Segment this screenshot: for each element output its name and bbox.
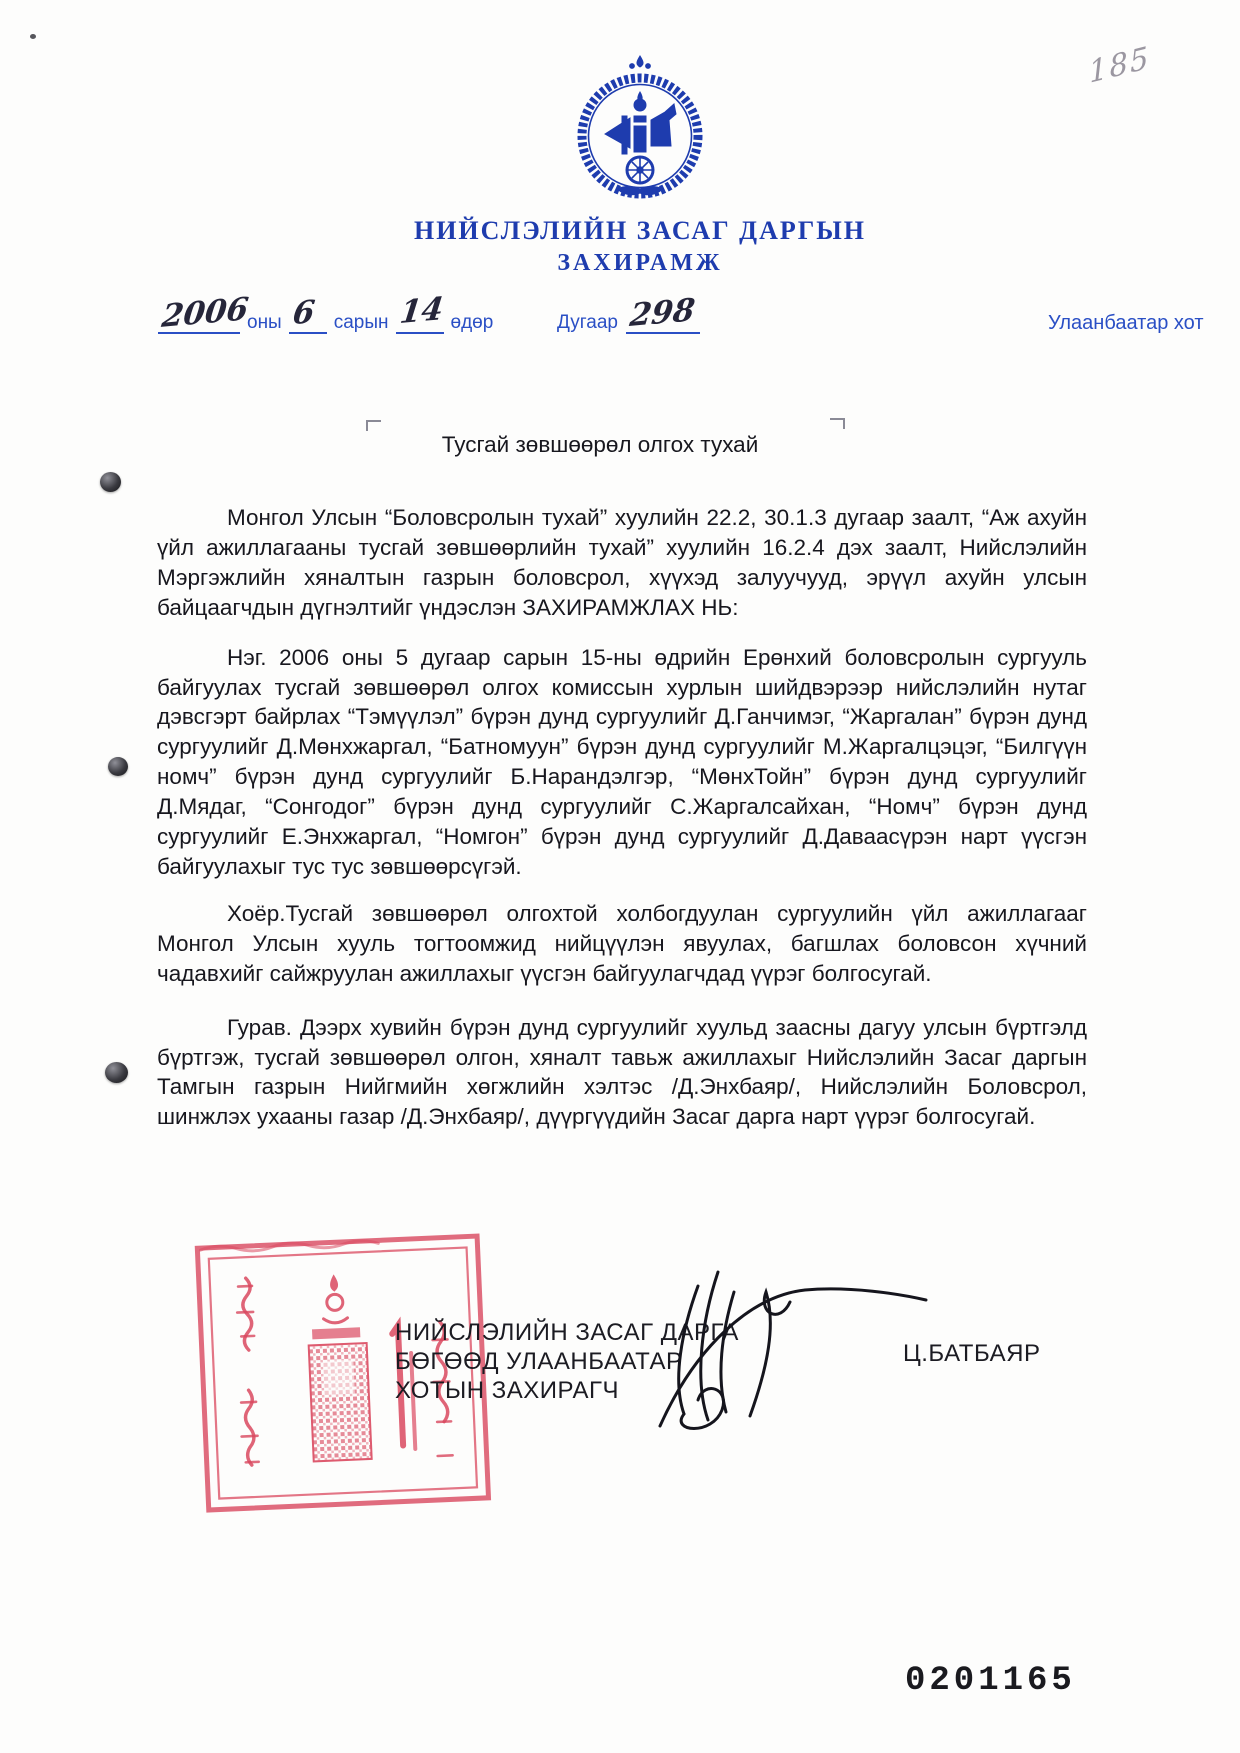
doc-number-label: Дугаар <box>557 312 618 333</box>
body-paragraph: Монгол Улсын “Боловсролын тухай” хуулийн 22.2, 30.1.3 дугаар заалт, “Аж ахуйн үйл ажиллагааны тусгай зөвшөөрлийн тухай” хуулийн 16.2.4 дэх заалт, Нийслэлийн Мэргэжлийн хяналтын газрын боловсрол, хүүхэд залуучууд, эрүүл ахуйн улсын байцаагчдын дүгнэлтийг үндэслэн ЗАХИРАМЖЛАХ НЬ: <box>157 505 1087 620</box>
org-subtitle: ЗАХИРАМЖ <box>557 250 723 276</box>
org-header <box>300 216 980 277</box>
date-day-label: өдөр <box>450 312 494 333</box>
signature-scribble-icon <box>600 1258 930 1438</box>
body-paragraph: Нэг. 2006 оны 5 дугаар сарын 15-ны өдрийн Ерөнхий боловсролын сургууль байгуулах тусгай зөвшөөрөл олгох комиссын хурлын шийдвэрээр нийслэлийн нутаг дэвсгэрт байрлах “Тэмүүлэл” бүрэн дунд сургуулийг Д.Ганчимэг, “Жаргалан” бүрэн дунд сургуулийг Д.Мөнхжаргал, “Батномуун” бүрэн дунд сургуулийг М.Жаргалцэцэг, “Билгүүн номч” бүрэн дунд сургуулийг Б.Нарандэлгэр, “МөнхТойн” бүрэн дунд сургуулийг Д.Мядаг, “Сонгодог” бүрэн дунд сургуулийг С.Жаргалсайхан, “Номч” бүрэн дунд сургуулийг Е.Энхжаргал, “Номгон” бүрэн дунд сургуулийг Д.Даваасүрэн нарт үүсгэн байгуулахыг тус тус зөвшөөрсүгэй. <box>157 644 1087 879</box>
binder-dot <box>105 1062 128 1083</box>
document-title: Тусгай зөвшөөрөл олгох тухай <box>441 432 759 457</box>
date-day-blank <box>396 290 445 334</box>
signature-title-line1: НИЙСЛЭЛИЙН ЗАСАГ ДАРГА <box>395 1319 739 1346</box>
city-label: Улаанбаатар хот <box>1048 312 1204 334</box>
title-bracket-left <box>366 420 381 431</box>
signer-name: Ц.БАТБАЯР <box>903 1340 1041 1367</box>
date-year-value: 2006 <box>159 290 251 336</box>
body-paragraph: Хоёр.Тусгай зөвшөөрөл олгохтой холбогдуулан сургуулийн үйл ажиллагааг Монгол Улсын хууль тогтоомжид нийцүүлэн явуулах, багшлах боловсон хүчний чадавхийг сайжруулан ажиллахыг үүсгэн байгуулагчдад үүрэг болгосугай. <box>157 900 1087 986</box>
doc-number-group <box>557 291 700 335</box>
title-bracket-right <box>830 418 845 429</box>
date-group <box>158 290 494 336</box>
signature-title-line2: БӨГӨӨД УЛААНБААТАР <box>395 1348 683 1375</box>
doc-number-blank <box>626 291 700 335</box>
binder-dot <box>100 472 121 492</box>
body-paragraph: Гурав. Дээрх хувийн бүрэн дунд сургуулийг хуульд заасны дагуу улсын бүртгэлд бүртгэж, тусгай зөвшөөрөл олгон, хяналт тавьж ажиллахыг Нийслэлийн Засаг даргын Тамгын газрын Нийгмийн хөгжлийн хэлтэс /Д.Энхбаяр/, Нийслэлийн Боловсрол, шинжлэх ухааны газар /Д.Энхбаяр/, дүүргүүдийн Засаг дарга нарт үүрэг болгосугай. <box>157 1014 1087 1130</box>
state-emblem-icon <box>577 54 703 206</box>
date-month-label: сарын <box>333 312 389 333</box>
document-body <box>157 503 1087 1132</box>
date-year-blank <box>158 290 251 336</box>
scan-speck <box>30 34 36 39</box>
date-month-value: 6 <box>290 293 317 333</box>
date-year-label: оны <box>247 312 282 333</box>
org-title: НИЙСЛЭЛИЙН ЗАСАГ ДАРГЫН <box>413 216 867 245</box>
date-day-value: 14 <box>397 290 445 332</box>
serial-number: 0201165 <box>905 1662 1076 1700</box>
signature-title-line3: ХОТЫН ЗАХИРАГЧ <box>395 1377 619 1404</box>
date-month-blank <box>289 293 327 334</box>
corner-page-number: 185 <box>1087 40 1152 91</box>
doc-number-value: 298 <box>627 291 697 335</box>
binder-dot <box>108 757 128 776</box>
